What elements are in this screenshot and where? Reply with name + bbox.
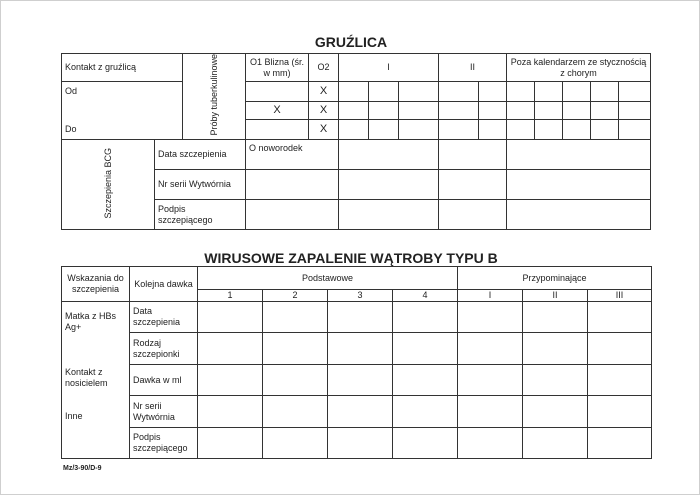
cell[interactable]: [263, 302, 328, 333]
dose-header: Kolejna dawka: [130, 267, 198, 302]
cell[interactable]: [339, 140, 439, 170]
indication-item: Kontakt z nosicielem: [65, 367, 108, 388]
cell[interactable]: [198, 333, 263, 365]
o1-header: O1 Blizna (śr. w mm): [246, 54, 309, 82]
booster-col-I: I: [458, 290, 523, 302]
col-II-header: II: [439, 54, 507, 82]
hep-row-label: Nr serii Wytwórnia: [130, 396, 198, 428]
cell[interactable]: [246, 82, 309, 102]
row-do-label: Do: [62, 120, 183, 140]
cell[interactable]: [523, 396, 588, 428]
cell[interactable]: [523, 428, 588, 459]
row-spacer: [62, 102, 183, 120]
form-code: Mz/3-90/D-9: [63, 465, 102, 472]
cell[interactable]: [619, 102, 651, 120]
tuberculin-label-cell: [183, 54, 246, 140]
cell[interactable]: [369, 120, 399, 140]
cell[interactable]: [591, 102, 619, 120]
cell[interactable]: [535, 120, 563, 140]
cell[interactable]: [339, 102, 369, 120]
basic-col-1: 1: [198, 290, 263, 302]
cell[interactable]: [458, 428, 523, 459]
cell[interactable]: [246, 200, 339, 230]
cell[interactable]: [563, 120, 591, 140]
basic-col-3: 3: [328, 290, 393, 302]
bcg-label: Szczepienia BCG: [102, 147, 113, 219]
cell[interactable]: [563, 82, 591, 102]
hep-row-label: Dawka w ml: [130, 365, 198, 396]
cell[interactable]: [399, 102, 439, 120]
cell[interactable]: [588, 396, 652, 428]
cell[interactable]: [458, 365, 523, 396]
cell[interactable]: [263, 365, 328, 396]
cell[interactable]: [588, 365, 652, 396]
cell[interactable]: [328, 302, 393, 333]
o2-header: O2: [309, 54, 339, 82]
indications-header: Wskazania do szczepienia: [62, 267, 130, 302]
cell[interactable]: [479, 102, 507, 120]
cell[interactable]: [563, 102, 591, 120]
cell[interactable]: [263, 333, 328, 365]
booster-col-II: II: [523, 290, 588, 302]
cell[interactable]: [439, 120, 479, 140]
cell[interactable]: [263, 396, 328, 428]
cell[interactable]: [507, 170, 651, 200]
cell[interactable]: [393, 333, 458, 365]
cell[interactable]: [399, 82, 439, 102]
indication-item: Inne: [65, 411, 83, 421]
cell[interactable]: [591, 82, 619, 102]
bcg-row-label: Nr serii Wytwórnia: [155, 170, 246, 200]
tuberculosis-table: [61, 53, 651, 230]
cell[interactable]: [246, 170, 339, 200]
cell[interactable]: [619, 82, 651, 102]
o1-mark: X: [246, 102, 309, 120]
cell[interactable]: [458, 396, 523, 428]
cell[interactable]: [393, 302, 458, 333]
cell[interactable]: [339, 170, 439, 200]
cell[interactable]: [523, 302, 588, 333]
basic-col-2: 2: [263, 290, 328, 302]
cell[interactable]: [393, 428, 458, 459]
cell[interactable]: [588, 428, 652, 459]
bcg-row-label: Podpis szczepiącego: [155, 200, 246, 230]
cell[interactable]: [246, 120, 309, 140]
cell[interactable]: [479, 120, 507, 140]
cell[interactable]: [507, 140, 651, 170]
tuberculin-label: Próby tuberkulinowe: [208, 54, 219, 136]
cell[interactable]: [328, 396, 393, 428]
cell[interactable]: [369, 82, 399, 102]
cell[interactable]: [439, 170, 507, 200]
cell[interactable]: [328, 333, 393, 365]
cell[interactable]: [523, 333, 588, 365]
indications-list: [62, 302, 130, 459]
cell[interactable]: [535, 102, 563, 120]
contact-header: Kontakt z gruźlicą: [62, 54, 183, 82]
bcg-row-label: Data szczepienia: [155, 140, 246, 170]
cell[interactable]: [198, 302, 263, 333]
cell[interactable]: [507, 102, 535, 120]
cell[interactable]: [369, 102, 399, 120]
cell[interactable]: [393, 396, 458, 428]
cell[interactable]: [198, 428, 263, 459]
cell[interactable]: [399, 120, 439, 140]
outside-calendar-header: Poza kalendarzem ze stycznością z chorym: [507, 54, 651, 82]
basic-header: Podstawowe: [198, 267, 458, 290]
tuberculosis-title: GRUŹLICA: [314, 34, 388, 50]
cell[interactable]: [535, 82, 563, 102]
cell[interactable]: [507, 82, 535, 102]
cell[interactable]: [339, 120, 369, 140]
newborn-label: O noworodek: [246, 140, 339, 170]
hep-row-label: Rodzaj szczepionki: [130, 333, 198, 365]
cell[interactable]: [198, 365, 263, 396]
cell[interactable]: [507, 200, 651, 230]
hepatitis-title: WIRUSOWE ZAPALENIE WĄTROBY TYPU B: [204, 250, 498, 266]
cell[interactable]: [588, 302, 652, 333]
cell[interactable]: [339, 200, 439, 230]
cell[interactable]: [458, 302, 523, 333]
cell[interactable]: [339, 82, 369, 102]
cell[interactable]: [619, 120, 651, 140]
cell[interactable]: [328, 428, 393, 459]
booster-header: Przypominające: [458, 267, 652, 290]
o2-mark: X: [309, 120, 339, 140]
hep-row-label: Podpis szczepiącego: [130, 428, 198, 459]
indication-item: Matka z HBs Ag+: [65, 311, 117, 332]
cell[interactable]: [439, 82, 479, 102]
cell[interactable]: [591, 120, 619, 140]
basic-col-4: 4: [393, 290, 458, 302]
row-od-label: Od: [62, 82, 183, 102]
cell[interactable]: [479, 82, 507, 102]
cell[interactable]: [507, 120, 535, 140]
cell[interactable]: [328, 365, 393, 396]
cell[interactable]: [439, 102, 479, 120]
hepatitis-table: [61, 266, 652, 459]
cell[interactable]: [198, 396, 263, 428]
cell[interactable]: [588, 333, 652, 365]
cell[interactable]: [523, 365, 588, 396]
cell[interactable]: [439, 140, 507, 170]
booster-col-III: III: [588, 290, 652, 302]
col-I-header: I: [339, 54, 439, 82]
o2-mark: X: [309, 102, 339, 120]
hep-row-label: Data szczepienia: [130, 302, 198, 333]
o2-mark: X: [309, 82, 339, 102]
bcg-label-cell: [62, 140, 155, 230]
cell[interactable]: [393, 365, 458, 396]
cell[interactable]: [439, 200, 507, 230]
cell[interactable]: [458, 333, 523, 365]
cell[interactable]: [263, 428, 328, 459]
